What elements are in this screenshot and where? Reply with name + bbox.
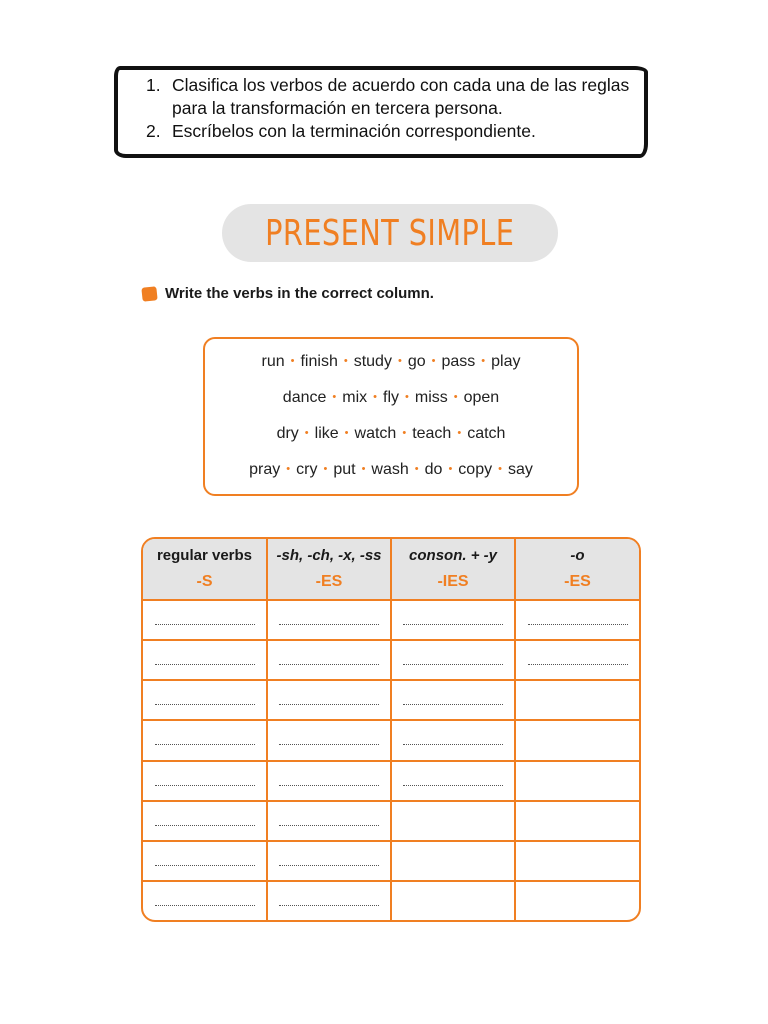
answer-cell — [515, 720, 639, 760]
answer-cell[interactable] — [143, 640, 267, 680]
task-instruction: Write the verbs in the correct column. — [165, 285, 434, 302]
verb-row — [205, 461, 577, 479]
verb-word: cry — [296, 461, 318, 478]
answer-cell[interactable] — [143, 761, 267, 801]
table-row — [143, 680, 639, 720]
verb-word: put — [333, 461, 356, 478]
answer-cell[interactable] — [143, 600, 267, 640]
verb-word: pass — [441, 353, 476, 370]
answer-cell[interactable] — [391, 600, 515, 640]
page-title: PRESENT SIMPLE — [265, 212, 515, 254]
separator-dot: • — [397, 355, 402, 367]
separator-dot: • — [344, 427, 349, 439]
verb-word: like — [314, 425, 339, 442]
answer-cell[interactable] — [143, 801, 267, 841]
column-header-o — [515, 539, 639, 600]
table-row — [143, 640, 639, 680]
instruction-text: Escríbelos con la terminación correspondiente. — [172, 121, 536, 141]
answer-cell[interactable] — [515, 640, 639, 680]
verb-word: wash — [371, 461, 409, 478]
answer-cell[interactable] — [391, 761, 515, 801]
dotted-answer-line[interactable] — [528, 656, 628, 665]
verb-word: mix — [342, 389, 368, 406]
instruction-item-1 — [146, 74, 636, 120]
verb-word: dance — [282, 389, 327, 406]
dotted-answer-line[interactable] — [403, 656, 503, 665]
dotted-answer-line[interactable] — [279, 897, 379, 906]
dotted-answer-line[interactable] — [279, 817, 379, 826]
verb-word: study — [353, 353, 392, 370]
separator-dot: • — [498, 463, 502, 475]
verb-word: run — [261, 353, 285, 370]
verb-word: open — [463, 389, 500, 406]
column-ending: -IES — [437, 573, 469, 590]
answer-cell — [391, 881, 515, 920]
verb-word: dry — [276, 425, 299, 442]
dotted-answer-line[interactable] — [279, 857, 379, 866]
answer-cell[interactable] — [267, 801, 391, 841]
dotted-answer-line[interactable] — [279, 736, 379, 745]
answer-cell — [391, 841, 515, 881]
answer-cell[interactable] — [267, 640, 391, 680]
verb-word: say — [507, 461, 533, 478]
answer-cell[interactable] — [515, 600, 639, 640]
answer-cell — [515, 881, 639, 920]
separator-dot: • — [361, 463, 366, 475]
dotted-answer-line[interactable] — [155, 777, 255, 786]
dotted-answer-line[interactable] — [279, 656, 379, 665]
answer-cell[interactable] — [143, 881, 267, 920]
table-body — [143, 600, 639, 920]
instruction-item-2 — [146, 120, 636, 143]
verb-word: go — [407, 353, 426, 370]
verb-word: finish — [300, 353, 338, 370]
instruction-text: Clasifica los verbos de acuerdo con cada una de las reglas para la transformación en tercera persona. — [172, 75, 630, 118]
instruction-number: 1. — [146, 75, 161, 95]
dotted-answer-line[interactable] — [155, 897, 255, 906]
column-header-consonant-y — [391, 539, 515, 600]
dotted-answer-line[interactable] — [155, 817, 255, 826]
separator-dot: • — [414, 463, 419, 475]
table-row — [143, 600, 639, 640]
answer-cell[interactable] — [143, 680, 267, 720]
verb-word: pray — [249, 461, 281, 478]
separator-dot: • — [286, 463, 291, 475]
dotted-answer-line[interactable] — [403, 736, 503, 745]
dotted-answer-line[interactable] — [403, 696, 503, 705]
verb-columns-table — [141, 537, 641, 922]
verb-row — [205, 353, 577, 371]
separator-dot: • — [332, 391, 337, 403]
instructions-list — [146, 74, 636, 143]
column-ending: -ES — [564, 573, 591, 590]
dotted-answer-line[interactable] — [403, 616, 503, 625]
dotted-answer-line[interactable] — [279, 777, 379, 786]
answer-cell — [515, 761, 639, 801]
dotted-answer-line[interactable] — [155, 857, 255, 866]
answer-cell[interactable] — [267, 720, 391, 760]
table-row — [143, 801, 639, 841]
dotted-answer-line[interactable] — [279, 616, 379, 625]
answer-cell[interactable] — [267, 600, 391, 640]
answer-cell[interactable] — [267, 881, 391, 920]
separator-dot: • — [304, 427, 309, 439]
separator-dot: • — [457, 427, 462, 439]
separator-dot: • — [343, 355, 348, 367]
answer-cell[interactable] — [143, 841, 267, 881]
column-header-regular — [143, 539, 267, 600]
column-ending: -ES — [315, 573, 343, 590]
dotted-answer-line[interactable] — [155, 696, 255, 705]
answer-cell[interactable] — [391, 640, 515, 680]
answer-cell — [391, 801, 515, 841]
verb-row — [205, 425, 577, 443]
dotted-answer-line[interactable] — [403, 777, 503, 786]
dotted-answer-line[interactable] — [155, 656, 255, 665]
dotted-answer-line[interactable] — [279, 696, 379, 705]
separator-dot: • — [323, 463, 328, 475]
answer-cell[interactable] — [391, 680, 515, 720]
answer-cell — [515, 801, 639, 841]
dotted-answer-line[interactable] — [155, 736, 255, 745]
dotted-answer-line[interactable] — [155, 616, 255, 625]
table-row — [143, 881, 639, 920]
dotted-answer-line[interactable] — [528, 616, 628, 625]
verb-row — [205, 389, 577, 407]
separator-dot: • — [481, 355, 486, 367]
orange-square-bullet-icon — [141, 286, 157, 301]
column-title: regular verbs — [156, 547, 253, 564]
separator-dot: • — [448, 463, 453, 475]
table-row — [143, 761, 639, 801]
verb-word: miss — [414, 389, 448, 406]
separator-dot: • — [290, 355, 295, 367]
table-header-row — [143, 539, 639, 600]
table-row — [143, 841, 639, 881]
separator-dot: • — [373, 391, 377, 403]
separator-dot: • — [405, 391, 409, 403]
column-ending: -S — [196, 573, 213, 590]
column-title: conson. + -y — [409, 547, 497, 564]
table-row — [143, 720, 639, 760]
answer-cell[interactable] — [267, 680, 391, 720]
answer-cell — [515, 680, 639, 720]
answer-cell[interactable] — [267, 761, 391, 801]
answer-cell[interactable] — [391, 720, 515, 760]
verb-word: teach — [412, 425, 452, 442]
separator-dot: • — [402, 427, 407, 439]
verb-word: copy — [458, 461, 493, 478]
column-header-sh-ch-x-ss — [267, 539, 391, 600]
column-title: -sh, -ch, -x, -ss — [276, 547, 382, 564]
verb-word: watch — [354, 425, 397, 442]
column-title: -o — [570, 547, 585, 564]
separator-dot: • — [431, 355, 436, 367]
verb-word: play — [491, 353, 521, 370]
answer-cell — [515, 841, 639, 881]
separator-dot: • — [453, 391, 458, 403]
verb-word: catch — [467, 425, 506, 442]
title-banner — [222, 204, 558, 262]
answer-cell[interactable] — [267, 841, 391, 881]
instruction-number: 2. — [146, 121, 161, 141]
verb-word: fly — [383, 389, 399, 406]
verb-word: do — [424, 461, 443, 478]
verb-word-bank — [203, 337, 579, 496]
answer-cell[interactable] — [143, 720, 267, 760]
